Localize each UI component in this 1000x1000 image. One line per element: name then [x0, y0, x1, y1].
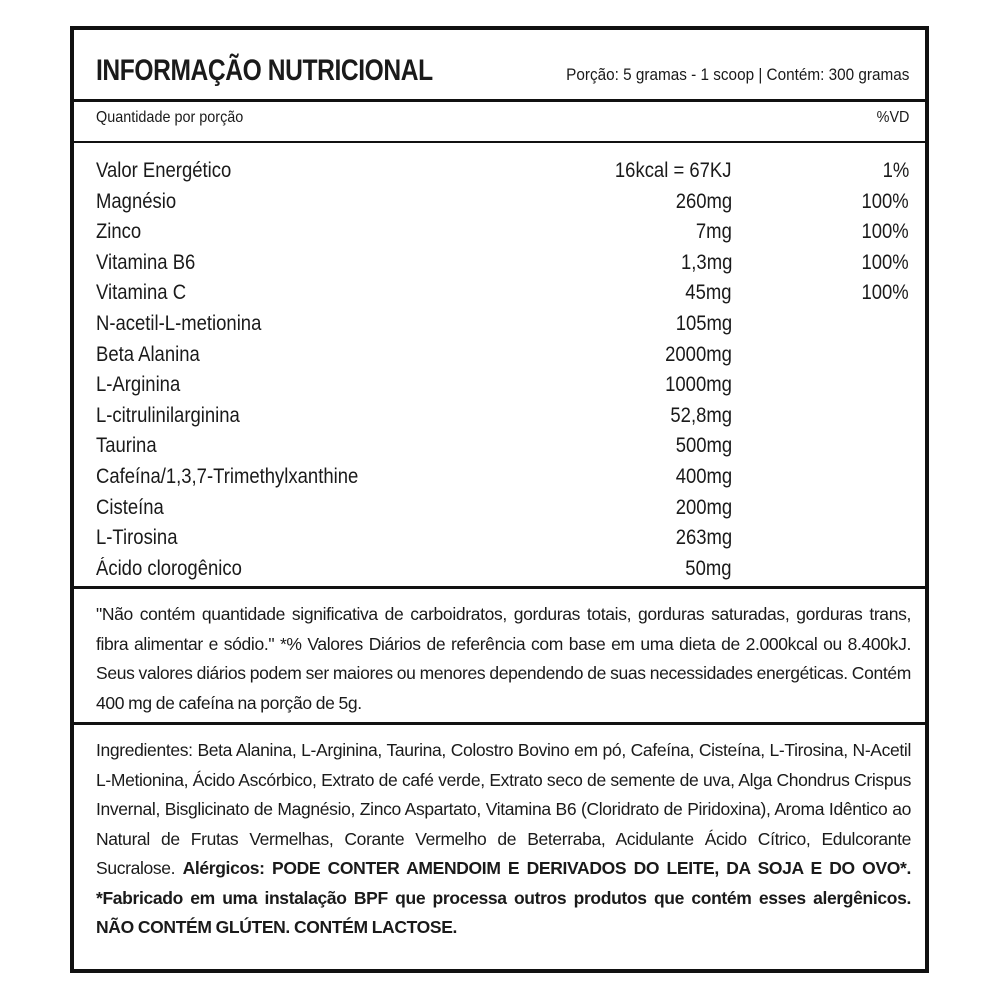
nutrient-name: Valor Energético — [96, 159, 232, 182]
nutrient-amount: 400mg — [675, 464, 732, 488]
nutrient-row — [96, 462, 909, 493]
allergens-text: Alérgicos: PODE CONTER AMENDOIM E DERIVADOS DO LEITE, DA SOJA E DO OVO*. *Fabricado em uma instalação BPF que processa outros produtos que contém esses alergênicos. NÃO CONTÉM GLÚTEN. CONTÉM LACTOSE. — [96, 858, 912, 937]
nutrient-amount: 263mg — [675, 526, 732, 550]
nutrient-row — [96, 278, 909, 309]
nutrient-row — [96, 309, 909, 340]
quantity-header: Quantidade por porção — [96, 109, 244, 126]
nutrient-name: Cisteína — [96, 495, 164, 519]
nutrient-amount: 200mg — [675, 495, 732, 519]
table-divider — [74, 586, 925, 589]
nutrient-dv: 100% — [861, 220, 909, 244]
nutrient-amount: 1000mg — [665, 373, 732, 397]
nutrient-name: Vitamina B6 — [96, 250, 196, 274]
nutrient-name: N-acetil-L-metionina — [96, 311, 262, 335]
nutrient-row — [96, 248, 909, 279]
nutrient-list — [96, 156, 909, 584]
nutrient-dv: 100% — [861, 281, 909, 305]
nutrient-dv: 100% — [861, 189, 909, 213]
nutrient-amount: 1,3mg — [680, 250, 732, 274]
ingredients-text: Ingredientes: Beta Alanina, L-Arginina, Taurina, Colostro Bovino em pó, Cafeína, Cisteína, L-Tirosina, N-Acetil L-Metionina, Ácido Ascórbico, Extrato de café verde, Extrato seco de semente de uva, Alga Chondrus Crispus Invernal, Bisglicinato de Magnésio, Zinco Aspartato, Vitamina B6 (Cloridrato de Piridoxina), Aroma Idêntico ao Natural de Frutas Vermelhas, Corante Vermelho de Beterraba, Acidulante Ácido Cítrico, Edulcorante Sucralose. — [96, 740, 911, 878]
nutrient-amount: 2000mg — [665, 342, 732, 366]
ingredients-block — [96, 736, 911, 943]
nutrient-row — [96, 493, 909, 524]
label-title: INFORMAÇÃO NUTRICIONAL — [96, 54, 433, 87]
nutrient-row — [96, 554, 909, 585]
nutrient-row — [96, 370, 909, 401]
nutrient-name: Vitamina C — [96, 281, 187, 305]
nutrient-name: Magnésio — [96, 189, 177, 213]
nutrient-dv: 100% — [861, 250, 909, 274]
serving-info: Porção: 5 gramas - 1 scoop | Contém: 300 gramas — [565, 65, 909, 84]
column-headers — [96, 109, 909, 133]
nutrient-row — [96, 156, 909, 187]
nutrient-row — [96, 340, 909, 371]
nutrient-name: Taurina — [96, 434, 157, 458]
nutrient-name: L-citrulinilarginina — [96, 403, 240, 427]
subhead-divider — [74, 141, 925, 143]
nutrient-amount: 105mg — [675, 311, 732, 335]
nutrient-amount: 50mg — [685, 556, 732, 580]
nutrient-row — [96, 187, 909, 218]
footnote-divider — [74, 722, 925, 725]
nutrient-amount: 52,8mg — [670, 403, 732, 427]
nutrient-amount: 260mg — [675, 189, 732, 213]
nutrient-name: Beta Alanina — [96, 342, 200, 366]
nutrient-name: L-Arginina — [96, 373, 181, 397]
ingredients-paragraph — [96, 736, 911, 943]
nutrient-amount: 16kcal = 67KJ — [615, 159, 732, 182]
nutrient-row — [96, 523, 909, 554]
nutrition-label — [70, 26, 929, 973]
nutrient-name: Ácido clorogênico — [96, 556, 242, 580]
nutrient-name: L-Tirosina — [96, 526, 178, 550]
nutrient-name: Zinco — [96, 220, 142, 244]
nutrient-amount: 500mg — [675, 434, 732, 458]
label-header — [96, 48, 909, 88]
nutrient-row — [96, 431, 909, 462]
nutrient-dv: 1% — [882, 159, 909, 182]
footnote — [96, 600, 911, 718]
nutrient-amount: 7mg — [696, 220, 732, 244]
nutrient-amount: 45mg — [685, 281, 732, 305]
footnote-text: "Não contém quantidade significativa de carboidratos, gorduras totais, gorduras saturadas, gorduras trans, fibra alimentar e sódio." *% Valores Diários de referência com base em uma dieta de 2.000kcal ou 8.400kJ. Seus valores diários podem ser maiores ou menores dependendo de suas necessidades energéticas. Contém 400 mg de cafeína na porção de 5g. — [96, 604, 911, 713]
nutrient-row — [96, 401, 909, 432]
dv-header: %VD — [876, 109, 909, 126]
nutrient-row — [96, 217, 909, 248]
header-divider — [74, 99, 925, 102]
nutrient-name: Cafeína/1,3,7-Trimethylxanthine — [96, 464, 359, 488]
